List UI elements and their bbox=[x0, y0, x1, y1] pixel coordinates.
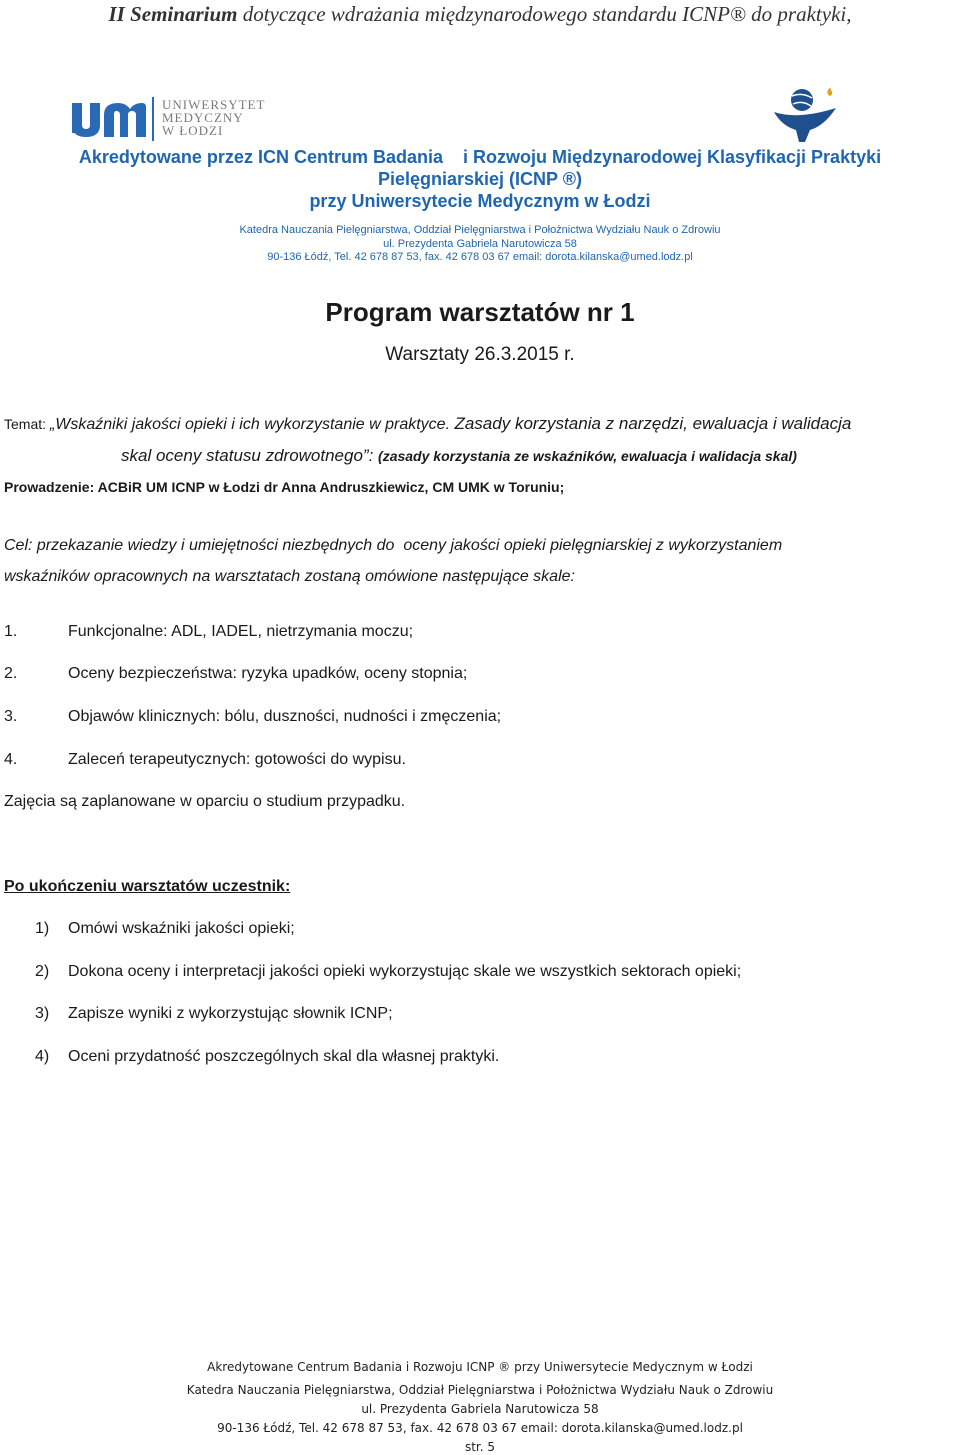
case-note: Zajęcia są zaplanowane w oparciu o studium przypadku. bbox=[4, 793, 406, 810]
scale-text: Oceny bezpieczeństwa: ryzyka upadków, oceny stopnia; bbox=[68, 665, 468, 682]
outcome-text: Omówi wskaźniki jakości opieki; bbox=[68, 920, 295, 937]
outcome-text: Oceni przydatność poszczególnych skal dla własnej praktyki. bbox=[68, 1048, 500, 1065]
scale-text: Funkcjonalne: ADL, IADEL, nietrzymania moczu; bbox=[68, 623, 414, 640]
logo-line-2: MEDYCZNY bbox=[162, 110, 244, 125]
logo-text bbox=[162, 98, 265, 137]
outcomes-heading: Po ukończeniu warsztatów uczestnik: bbox=[4, 878, 291, 895]
scale-text: Zaleceń terapeutycznych: gotowości do wypisu. bbox=[68, 751, 406, 768]
topic-line-1 bbox=[4, 414, 851, 435]
accreditation-line-1: Akredytowane przez ICN Centrum Badania i Rozwoju Międzynarodowej Klasyfikacji Praktyki bbox=[78, 147, 882, 167]
um-logo bbox=[70, 95, 270, 145]
footer-line-3: ul. Prezydenta Gabriela Narutowicza 58 bbox=[361, 1402, 599, 1416]
scale-num: 3. bbox=[4, 708, 18, 725]
scale-item-2 bbox=[4, 664, 468, 684]
topic-label: Temat: bbox=[4, 416, 50, 432]
scale-text: Objawów klinicznych: bólu, duszności, nudności i zmęczenia; bbox=[68, 708, 502, 725]
outcome-num: 2) bbox=[35, 963, 50, 980]
icnp-emblem bbox=[768, 86, 840, 146]
goal-line-2: wskaźników opracownych na warsztatach zostaną omówione następujące skale: bbox=[4, 568, 575, 585]
street-line: ul. Prezydenta Gabriela Narutowicza 58 bbox=[383, 238, 577, 250]
outcome-num: 3) bbox=[35, 1005, 50, 1022]
page-number: str. 5 bbox=[464, 1440, 496, 1454]
globe-chalice-icon bbox=[768, 86, 840, 146]
scale-item-1 bbox=[4, 622, 414, 642]
seminar-header bbox=[0, 2, 960, 26]
outcome-num: 4) bbox=[35, 1048, 50, 1065]
accreditation-line-3: przy Uniwersytecie Medycznym w Łodzi bbox=[309, 191, 651, 211]
topic-italic-1: „Wskaźniki jakości opieki i ich wykorzystanie w praktyce. bbox=[49, 416, 455, 433]
footer-line-1: Akredytowane Centrum Badania i Rozwoju ICNP ® przy Uniwersytecie Medycznym w Łodzi bbox=[207, 1360, 753, 1374]
topic-italic-2: Zasady korzystania z narzędzi, ewaluacja i walidacja bbox=[454, 414, 852, 433]
scale-num: 2. bbox=[4, 665, 18, 682]
scale-item-4 bbox=[4, 750, 406, 770]
footer-line-4: 90-136 Łódź, Tel. 42 678 87 53, fax. 42 678 03 67 email: dorota.kilanska@umed.lodz.pl bbox=[217, 1421, 743, 1435]
footer-line-2: Katedra Nauczania Pielęgniarstwa, Oddział Pielęgniarstwa i Położnictwa Wydziału Nauk o Zdrowiu bbox=[186, 1383, 774, 1397]
topic-line-2 bbox=[121, 446, 797, 467]
accreditation-line-2: Pielęgniarskiej (ICNP ®) bbox=[377, 169, 582, 189]
contact-line: 90-136 Łódź, Tel. 42 678 87 53, fax. 42 678 03 67 email: dorota.kilanska@umed.lodz.pl bbox=[267, 251, 693, 263]
outcome-num: 1) bbox=[35, 920, 50, 937]
lead-line: Prowadzenie: ACBiR UM ICNP w Łodzi dr Anna Andruszkiewicz, CM UMK w Toruniu; bbox=[4, 479, 565, 495]
scale-num: 4. bbox=[4, 751, 18, 768]
outcome-item-4 bbox=[35, 1047, 500, 1067]
outcome-item-3 bbox=[35, 1004, 393, 1024]
outcome-item-2 bbox=[35, 962, 742, 982]
logo-line-3: W ŁODZI bbox=[162, 123, 224, 138]
program-title: Program warsztatów nr 1 bbox=[325, 297, 635, 327]
scale-num: 1. bbox=[4, 623, 18, 640]
logo-line-1: UNIWERSYTET bbox=[162, 97, 266, 112]
seminar-number: II Seminarium bbox=[108, 2, 238, 26]
seminar-subtitle: dotyczące wdrażania międzynarodowego standardu ICNP® do praktyki, bbox=[242, 2, 852, 26]
goal-line-1: Cel: przekazanie wiedzy i umiejętności niezbędnych do oceny jakości opieki pielęgniarskiej z wykorzystaniem bbox=[4, 537, 783, 554]
scale-item-3 bbox=[4, 707, 502, 727]
outcome-text: Zapisze wyniki z wykorzystując słownik ICNP; bbox=[68, 1005, 393, 1022]
outcome-item-1 bbox=[35, 919, 295, 939]
topic-italic-4: (zasady korzystania ze wskaźników, ewaluacja i walidacja skal) bbox=[378, 448, 797, 464]
topic-italic-3: skal oceny statusu zdrowotnego”: bbox=[121, 446, 379, 465]
program-date: Warsztaty 26.3.2015 r. bbox=[385, 344, 575, 365]
department-line: Katedra Nauczania Pielęgniarstwa, Oddział Pielęgniarstwa i Położnictwa Wydziału Nauk o Zdrowiu bbox=[239, 224, 721, 236]
outcome-text: Dokona oceny i interpretacji jakości opieki wykorzystując skale we wszystkich sektorach opieki; bbox=[68, 963, 742, 980]
